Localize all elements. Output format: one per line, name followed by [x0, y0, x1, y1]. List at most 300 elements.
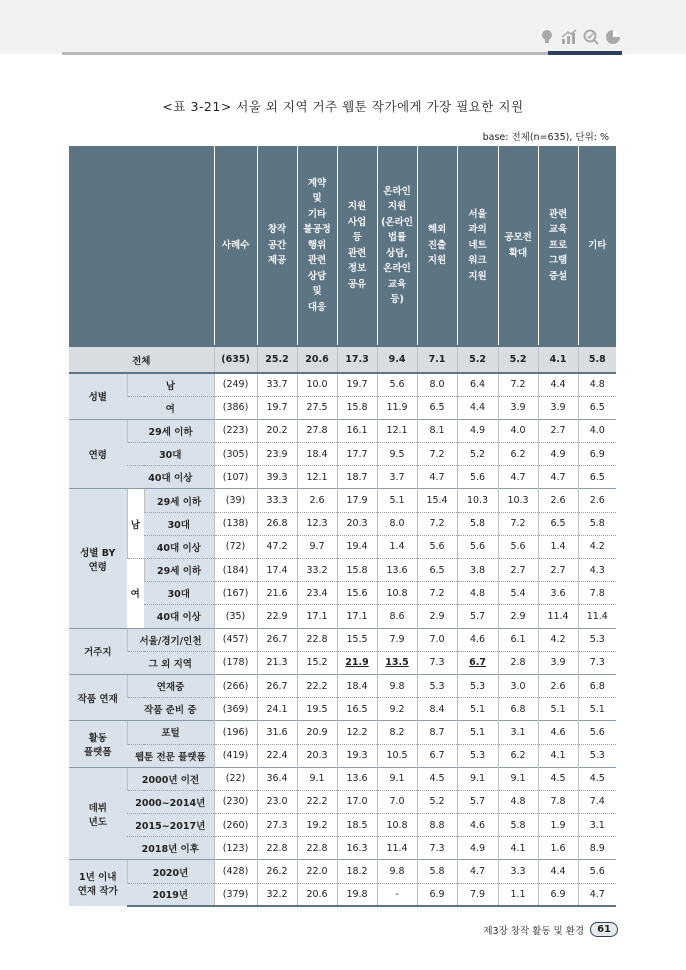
group-label-serialization: 작품 연재: [69, 674, 127, 720]
value-cell: 9.4: [377, 346, 417, 373]
value-cell: 8.8: [417, 814, 457, 837]
value-cell: 22.4: [257, 744, 297, 767]
value-cell: 5.6: [578, 860, 616, 883]
sex-label: 여: [127, 559, 144, 629]
value-cell: 6.8: [578, 674, 616, 697]
value-cell: 2.8: [498, 651, 538, 674]
value-cell: 4.7: [538, 466, 578, 489]
value-cell: 6.2: [498, 744, 538, 767]
value-cell: 4.1: [498, 837, 538, 860]
value-cell: 39.3: [257, 466, 297, 489]
value-cell: 8.0: [377, 512, 417, 535]
value-cell: 7.9: [377, 628, 417, 651]
value-cell: 18.5: [337, 814, 377, 837]
value-cell: 3.9: [538, 651, 578, 674]
table-body: [69, 346, 616, 906]
value-cell: 7.8: [538, 790, 578, 813]
header-row: [69, 146, 616, 346]
table-row: [69, 605, 616, 628]
value-cell: 4.9: [457, 837, 498, 860]
row-label: 29세 이하: [144, 559, 214, 582]
value-cell: 19.5: [297, 698, 337, 721]
value-cell: 22.0: [297, 860, 337, 883]
value-cell: 6.1: [498, 628, 538, 651]
value-cell: 27.5: [297, 396, 337, 419]
value-cell: 4.2: [538, 628, 578, 651]
header-cell: 기타: [578, 146, 616, 346]
value-cell: 3.8: [457, 559, 498, 582]
value-cell: 5.3: [457, 674, 498, 697]
table-row: [69, 790, 616, 813]
value-cell: (260): [214, 814, 257, 837]
value-cell: 2.9: [417, 605, 457, 628]
header-cell: 온라인 지원 (온라인 법률 상담, 온라인 교육 등): [377, 146, 417, 346]
value-cell: 2.7: [538, 419, 578, 442]
value-cell: 21.6: [257, 582, 297, 605]
value-cell: 33.3: [257, 489, 297, 512]
value-cell: (249): [214, 373, 257, 396]
value-cell: 5.1: [538, 698, 578, 721]
row-label: 2019년: [127, 883, 214, 906]
header-corner: [69, 146, 214, 346]
value-cell: 47.2: [257, 535, 297, 558]
value-cell: 8.4: [417, 698, 457, 721]
value-cell: 26.7: [257, 628, 297, 651]
value-cell: 5.3: [578, 744, 616, 767]
row-label: 연재중: [127, 674, 214, 697]
value-cell: 4.4: [538, 373, 578, 396]
value-cell: 22.9: [257, 605, 297, 628]
value-cell: 5.3: [578, 628, 616, 651]
value-cell: 11.4: [578, 605, 616, 628]
sex-label: 남: [127, 489, 144, 559]
value-cell: 13.6: [337, 767, 377, 790]
value-cell: 4.8: [498, 790, 538, 813]
value-cell: 4.1: [538, 744, 578, 767]
row-label: 그 외 지역: [127, 651, 214, 674]
value-cell: 7.2: [417, 443, 457, 466]
value-cell: 7.2: [498, 512, 538, 535]
value-cell: 7.0: [417, 628, 457, 651]
value-cell: 19.7: [257, 396, 297, 419]
value-cell: 4.4: [538, 860, 578, 883]
header-cell: 사례수: [214, 146, 257, 346]
value-cell: 4.3: [578, 559, 616, 582]
value-cell: 31.6: [257, 721, 297, 744]
value-cell: (72): [214, 535, 257, 558]
row-label: 30대: [144, 582, 214, 605]
table-row: [69, 489, 616, 512]
value-cell: 4.6: [457, 628, 498, 651]
value-cell: 20.2: [257, 419, 297, 442]
value-cell: 8.2: [377, 721, 417, 744]
value-cell: 21.9: [337, 651, 377, 674]
value-cell: 4.6: [538, 721, 578, 744]
value-cell: 4.7: [417, 466, 457, 489]
value-cell: 5.2: [457, 443, 498, 466]
group-label-debut: 데뷔 년도: [69, 767, 127, 860]
value-cell: 5.8: [578, 512, 616, 535]
header-cell: 창작 공간 제공: [257, 146, 297, 346]
value-cell: 6.5: [578, 466, 616, 489]
value-cell: 22.8: [257, 837, 297, 860]
base-note: base: 전체(n=635), 단위: %: [482, 132, 609, 143]
header-cell: 지원 사업 등 관련 정보 공유: [337, 146, 377, 346]
value-cell: 5.8: [498, 814, 538, 837]
value-cell: (35): [214, 605, 257, 628]
value-cell: 9.7: [297, 535, 337, 558]
value-cell: 20.9: [297, 721, 337, 744]
value-cell: 26.2: [257, 860, 297, 883]
value-cell: 2.6: [578, 489, 616, 512]
value-cell: (369): [214, 698, 257, 721]
value-cell: 9.1: [297, 767, 337, 790]
value-cell: 11.4: [538, 605, 578, 628]
value-cell: 19.7: [337, 373, 377, 396]
value-cell: 2.7: [498, 559, 538, 582]
value-cell: 3.6: [538, 582, 578, 605]
footer-chapter: 제3장 창작 활동 및 환경: [483, 925, 585, 937]
value-cell: 22.8: [297, 837, 337, 860]
value-cell: 7.2: [417, 582, 457, 605]
value-cell: -: [377, 883, 417, 906]
value-cell: (138): [214, 512, 257, 535]
value-cell: 7.3: [417, 651, 457, 674]
value-cell: 7.8: [578, 582, 616, 605]
header-rule: [62, 52, 548, 55]
value-cell: 4.1: [538, 346, 578, 373]
table-row: [69, 814, 616, 837]
value-cell: 9.8: [377, 674, 417, 697]
value-cell: 2.6: [297, 489, 337, 512]
table-row: [69, 419, 616, 442]
header-cell: 관련 교육 프로 그램 증설: [538, 146, 578, 346]
value-cell: 5.8: [578, 346, 616, 373]
value-cell: 2.6: [538, 489, 578, 512]
value-cell: 12.2: [337, 721, 377, 744]
table-row: [69, 512, 616, 535]
table-row: [69, 767, 616, 790]
pie-chart-icon: [604, 28, 622, 46]
value-cell: 6.8: [498, 698, 538, 721]
table-row: [69, 744, 616, 767]
table-row: [69, 535, 616, 558]
value-cell: 9.1: [457, 767, 498, 790]
row-label: 여: [127, 396, 214, 419]
table-row: [69, 837, 616, 860]
value-cell: 4.4: [457, 396, 498, 419]
value-cell: 5.6: [498, 535, 538, 558]
value-cell: (379): [214, 883, 257, 906]
value-cell: 5.2: [417, 790, 457, 813]
value-cell: 9.1: [498, 767, 538, 790]
value-cell: 6.5: [417, 396, 457, 419]
value-cell: 6.2: [498, 443, 538, 466]
value-cell: 5.3: [457, 744, 498, 767]
table-row: [69, 443, 616, 466]
group-label-platform: 활동 플랫폼: [69, 721, 127, 767]
value-cell: 8.6: [377, 605, 417, 628]
value-cell: 5.4: [498, 582, 538, 605]
header-cell: 해외 진출 지원: [417, 146, 457, 346]
value-cell: 1.6: [538, 837, 578, 860]
value-cell: 7.3: [417, 837, 457, 860]
value-cell: 17.4: [257, 559, 297, 582]
value-cell: 6.4: [457, 373, 498, 396]
value-cell: 12.1: [297, 466, 337, 489]
value-cell: 8.0: [417, 373, 457, 396]
value-cell: 18.4: [297, 443, 337, 466]
value-cell: 4.7: [578, 883, 616, 906]
value-cell: 5.3: [417, 674, 457, 697]
value-cell: (635): [214, 346, 257, 373]
value-cell: 2.9: [498, 605, 538, 628]
value-cell: 32.2: [257, 883, 297, 906]
value-cell: 3.0: [498, 674, 538, 697]
value-cell: 4.8: [457, 582, 498, 605]
value-cell: 5.6: [377, 373, 417, 396]
value-cell: 3.1: [498, 721, 538, 744]
value-cell: (457): [214, 628, 257, 651]
row-label: 40대 이상: [144, 605, 214, 628]
value-cell: 12.3: [297, 512, 337, 535]
row-label: 30대: [144, 512, 214, 535]
row-label: 서울/경기/인천: [127, 628, 214, 651]
value-cell: 5.8: [457, 512, 498, 535]
value-cell: 4.9: [538, 443, 578, 466]
value-cell: (196): [214, 721, 257, 744]
row-label: 2018년 이후: [127, 837, 214, 860]
value-cell: 17.1: [297, 605, 337, 628]
growth-chart-icon: [560, 28, 578, 46]
value-cell: 18.4: [337, 674, 377, 697]
value-cell: 4.0: [498, 419, 538, 442]
table-row: [69, 674, 616, 697]
row-label: 2015~2017년: [127, 814, 214, 837]
value-cell: (230): [214, 790, 257, 813]
table-row-total: [69, 346, 616, 373]
value-cell: 27.3: [257, 814, 297, 837]
value-cell: 5.6: [417, 535, 457, 558]
value-cell: (107): [214, 466, 257, 489]
value-cell: 27.8: [297, 419, 337, 442]
value-cell: 1.9: [538, 814, 578, 837]
value-cell: 15.8: [337, 559, 377, 582]
header-icons: [538, 26, 622, 48]
value-cell: 5.6: [457, 535, 498, 558]
value-cell: 15.2: [297, 651, 337, 674]
group-label-gender-age: 성별 BY 연령: [69, 489, 127, 628]
value-cell: 19.8: [337, 883, 377, 906]
value-cell: 22.2: [297, 790, 337, 813]
row-label: 포털: [127, 721, 214, 744]
value-cell: 7.2: [417, 512, 457, 535]
value-cell: 5.2: [498, 346, 538, 373]
table-title: <표 3-21> 서울 외 지역 거주 웹툰 작가에게 가장 필요한 지원: [162, 99, 524, 114]
value-cell: 5.6: [578, 721, 616, 744]
value-cell: 17.7: [337, 443, 377, 466]
value-cell: 5.1: [377, 489, 417, 512]
value-cell: 1.1: [498, 883, 538, 906]
value-cell: 22.8: [297, 628, 337, 651]
value-cell: (386): [214, 396, 257, 419]
value-cell: 19.4: [337, 535, 377, 558]
value-cell: (419): [214, 744, 257, 767]
value-cell: (305): [214, 443, 257, 466]
value-cell: 17.3: [337, 346, 377, 373]
value-cell: 7.2: [498, 373, 538, 396]
value-cell: (22): [214, 767, 257, 790]
header-rule-accent: [548, 51, 622, 55]
value-cell: 12.1: [377, 419, 417, 442]
value-cell: 5.8: [417, 860, 457, 883]
value-cell: 8.9: [578, 837, 616, 860]
value-cell: 10.5: [377, 744, 417, 767]
value-cell: 4.5: [417, 767, 457, 790]
value-cell: 4.0: [578, 419, 616, 442]
value-cell: 4.5: [578, 767, 616, 790]
value-cell: 3.9: [538, 396, 578, 419]
value-cell: 17.0: [337, 790, 377, 813]
value-cell: 6.5: [417, 559, 457, 582]
value-cell: 19.3: [337, 744, 377, 767]
value-cell: 23.9: [257, 443, 297, 466]
value-cell: 6.9: [538, 883, 578, 906]
value-cell: 2.7: [538, 559, 578, 582]
value-cell: 3.7: [377, 466, 417, 489]
row-label: 웹툰 전문 플랫폼: [127, 744, 214, 767]
value-cell: 20.3: [337, 512, 377, 535]
value-cell: 18.7: [337, 466, 377, 489]
value-cell: 4.7: [498, 466, 538, 489]
value-cell: 3.1: [578, 814, 616, 837]
row-label: 40대 이상: [144, 535, 214, 558]
value-cell: 9.8: [377, 860, 417, 883]
value-cell: 15.8: [337, 396, 377, 419]
value-cell: 19.2: [297, 814, 337, 837]
table-row: [69, 860, 616, 883]
table-row: [69, 559, 616, 582]
value-cell: 7.4: [578, 790, 616, 813]
row-label: 40대 이상: [127, 466, 214, 489]
group-label-gender: 성별: [69, 373, 127, 419]
value-cell: 23.0: [257, 790, 297, 813]
value-cell: 3.3: [498, 860, 538, 883]
support-table: [69, 146, 616, 907]
value-cell: 33.2: [297, 559, 337, 582]
table-row: [69, 582, 616, 605]
row-label: 전체: [69, 346, 214, 373]
value-cell: 15.6: [337, 582, 377, 605]
page-number: 61: [590, 922, 618, 937]
table-row: [69, 698, 616, 721]
table-row: [69, 396, 616, 419]
row-label: 2000~2014년: [127, 790, 214, 813]
value-cell: (123): [214, 837, 257, 860]
value-cell: 8.7: [417, 721, 457, 744]
value-cell: 6.9: [417, 883, 457, 906]
value-cell: 16.5: [337, 698, 377, 721]
header-cell: 공모전 확대: [498, 146, 538, 346]
value-cell: 10.8: [377, 582, 417, 605]
value-cell: 6.7: [457, 651, 498, 674]
value-cell: 7.0: [377, 790, 417, 813]
row-label: 남: [127, 373, 214, 396]
value-cell: (167): [214, 582, 257, 605]
row-label: 작품 준비 중: [127, 698, 214, 721]
lightbulb-icon: [538, 28, 556, 46]
row-label: 29세 이하: [127, 419, 214, 442]
value-cell: 4.8: [578, 373, 616, 396]
value-cell: 5.1: [457, 721, 498, 744]
value-cell: 5.7: [457, 605, 498, 628]
value-cell: 17.1: [337, 605, 377, 628]
value-cell: 26.7: [257, 674, 297, 697]
value-cell: 5.7: [457, 790, 498, 813]
value-cell: 7.1: [417, 346, 457, 373]
value-cell: 5.2: [457, 346, 498, 373]
row-label: 2020년: [127, 860, 214, 883]
group-label-age: 연령: [69, 419, 127, 489]
value-cell: 36.4: [257, 767, 297, 790]
value-cell: 18.2: [337, 860, 377, 883]
value-cell: 4.2: [578, 535, 616, 558]
value-cell: 21.3: [257, 651, 297, 674]
value-cell: 4.7: [457, 860, 498, 883]
table-row: [69, 883, 616, 906]
value-cell: (39): [214, 489, 257, 512]
value-cell: 10.8: [377, 814, 417, 837]
value-cell: 6.7: [417, 744, 457, 767]
value-cell: (223): [214, 419, 257, 442]
value-cell: 15.5: [337, 628, 377, 651]
value-cell: 11.9: [377, 396, 417, 419]
row-label: 30대: [127, 443, 214, 466]
value-cell: (178): [214, 651, 257, 674]
value-cell: 1.4: [377, 535, 417, 558]
table-row: [69, 466, 616, 489]
value-cell: 11.4: [377, 837, 417, 860]
value-cell: 20.6: [297, 883, 337, 906]
value-cell: 5.6: [457, 466, 498, 489]
group-label-residence: 거주지: [69, 628, 127, 674]
value-cell: 2.6: [538, 674, 578, 697]
value-cell: 6.5: [538, 512, 578, 535]
value-cell: 17.9: [337, 489, 377, 512]
value-cell: 26.8: [257, 512, 297, 535]
value-cell: 3.9: [498, 396, 538, 419]
value-cell: 8.1: [417, 419, 457, 442]
value-cell: (184): [214, 559, 257, 582]
value-cell: 10.3: [457, 489, 498, 512]
value-cell: 16.1: [337, 419, 377, 442]
value-cell: 16.3: [337, 837, 377, 860]
value-cell: 9.1: [377, 767, 417, 790]
value-cell: 9.5: [377, 443, 417, 466]
group-label-new-writer: 1년 이내 연재 작가: [69, 860, 127, 906]
value-cell: (428): [214, 860, 257, 883]
value-cell: 10.0: [297, 373, 337, 396]
value-cell: 5.1: [578, 698, 616, 721]
value-cell: 7.9: [457, 883, 498, 906]
page-footer: [483, 922, 618, 937]
magnifier-check-icon: [582, 28, 600, 46]
value-cell: 25.2: [257, 346, 297, 373]
value-cell: 20.3: [297, 744, 337, 767]
value-cell: 4.6: [457, 814, 498, 837]
table-row: [69, 628, 616, 651]
value-cell: 23.4: [297, 582, 337, 605]
